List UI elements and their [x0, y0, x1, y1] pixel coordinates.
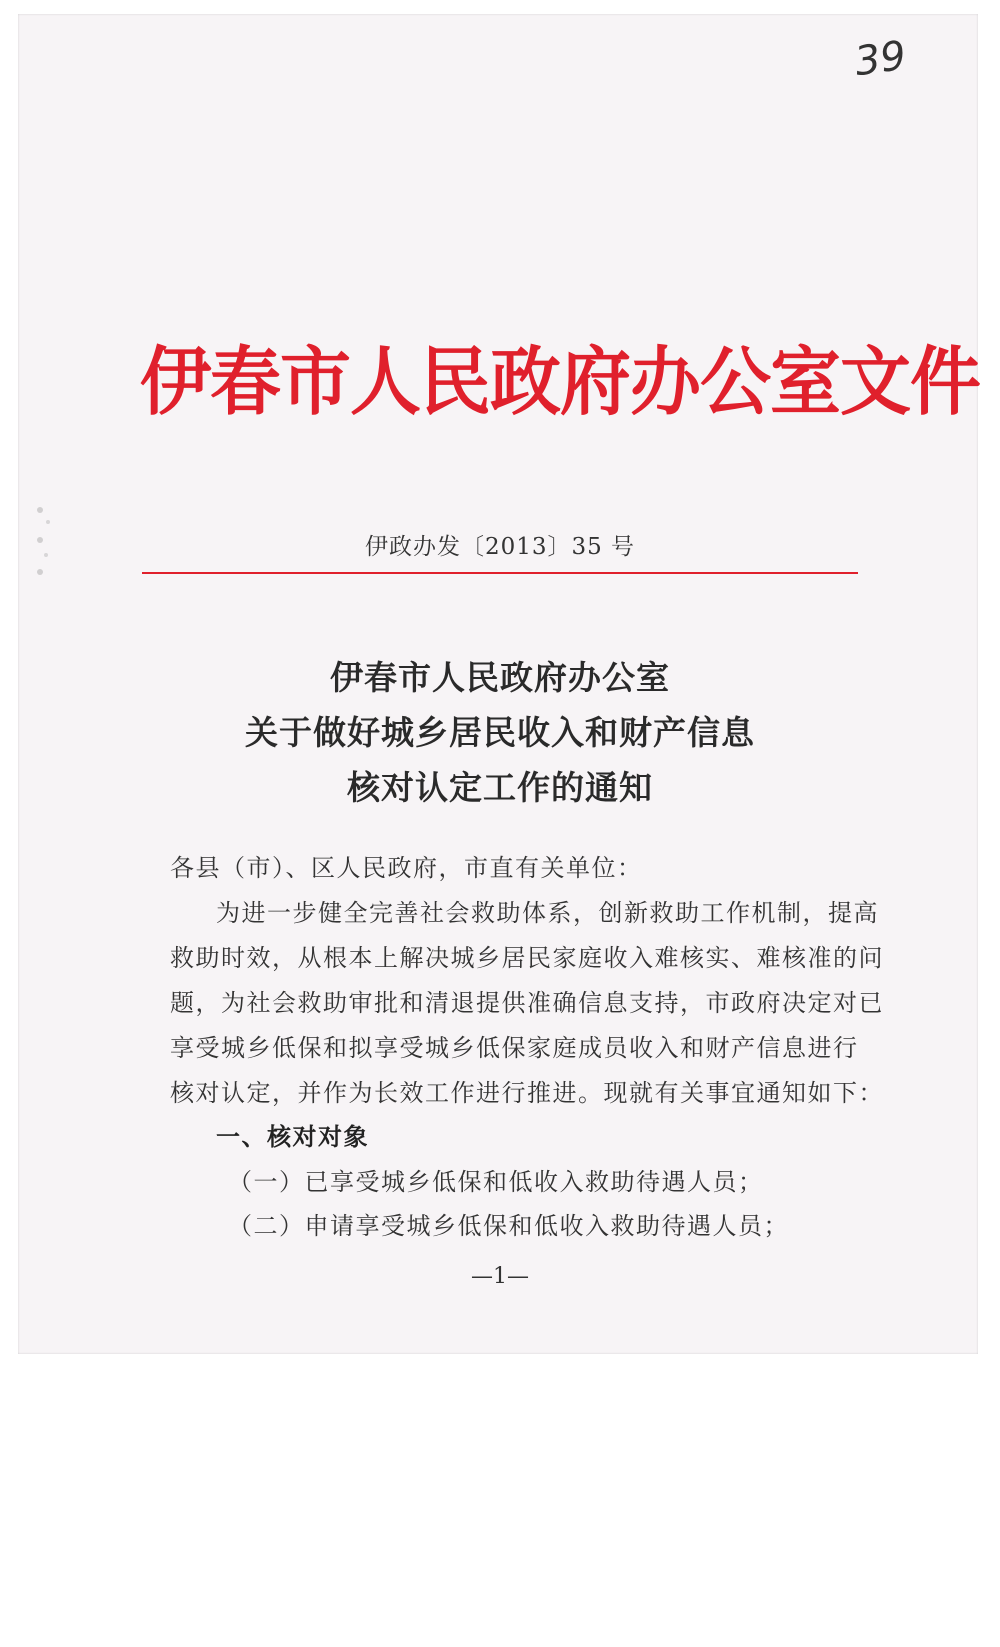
paragraph-line: 享受城乡低保和拟享受城乡低保家庭成员收入和财产信息进行	[170, 1034, 859, 1062]
list-item: （二）申请享受城乡低保和低收入救助待遇人员；	[228, 1212, 789, 1240]
handwritten-page-number: 39	[852, 32, 909, 86]
salutation: 各县（市）、区人民政府，市直有关单位：	[170, 854, 643, 882]
footer-page-number: —1—	[471, 1264, 529, 1289]
document-masthead: 伊春市人民政府办公室文件	[140, 337, 981, 426]
paragraph-line: 为进一步健全完善社会救助体系，创新救助工作机制，提高	[216, 899, 879, 927]
paragraph-line: 题，为社会救助审批和清退提供准确信息支持，市政府决定对已	[170, 989, 884, 1017]
list-item: （一）已享受城乡低保和低收入救助待遇人员；	[228, 1168, 764, 1196]
paragraph-line: 救助时效，从根本上解决城乡居民家庭收入难核实、难核准的问	[170, 944, 884, 972]
section-heading: 一、核对对象	[216, 1123, 369, 1151]
paragraph-line: 核对认定，并作为长效工作进行推进。现就有关事宜通知如下：	[170, 1079, 884, 1107]
title-line-1: 伊春市人民政府办公室	[330, 658, 670, 697]
document-number: 伊政办发〔2013〕35 号	[364, 534, 636, 560]
title-line-3: 核对认定工作的通知	[347, 768, 653, 807]
title-line-2: 关于做好城乡居民收入和财产信息	[245, 713, 755, 752]
red-separator-line	[142, 572, 858, 574]
